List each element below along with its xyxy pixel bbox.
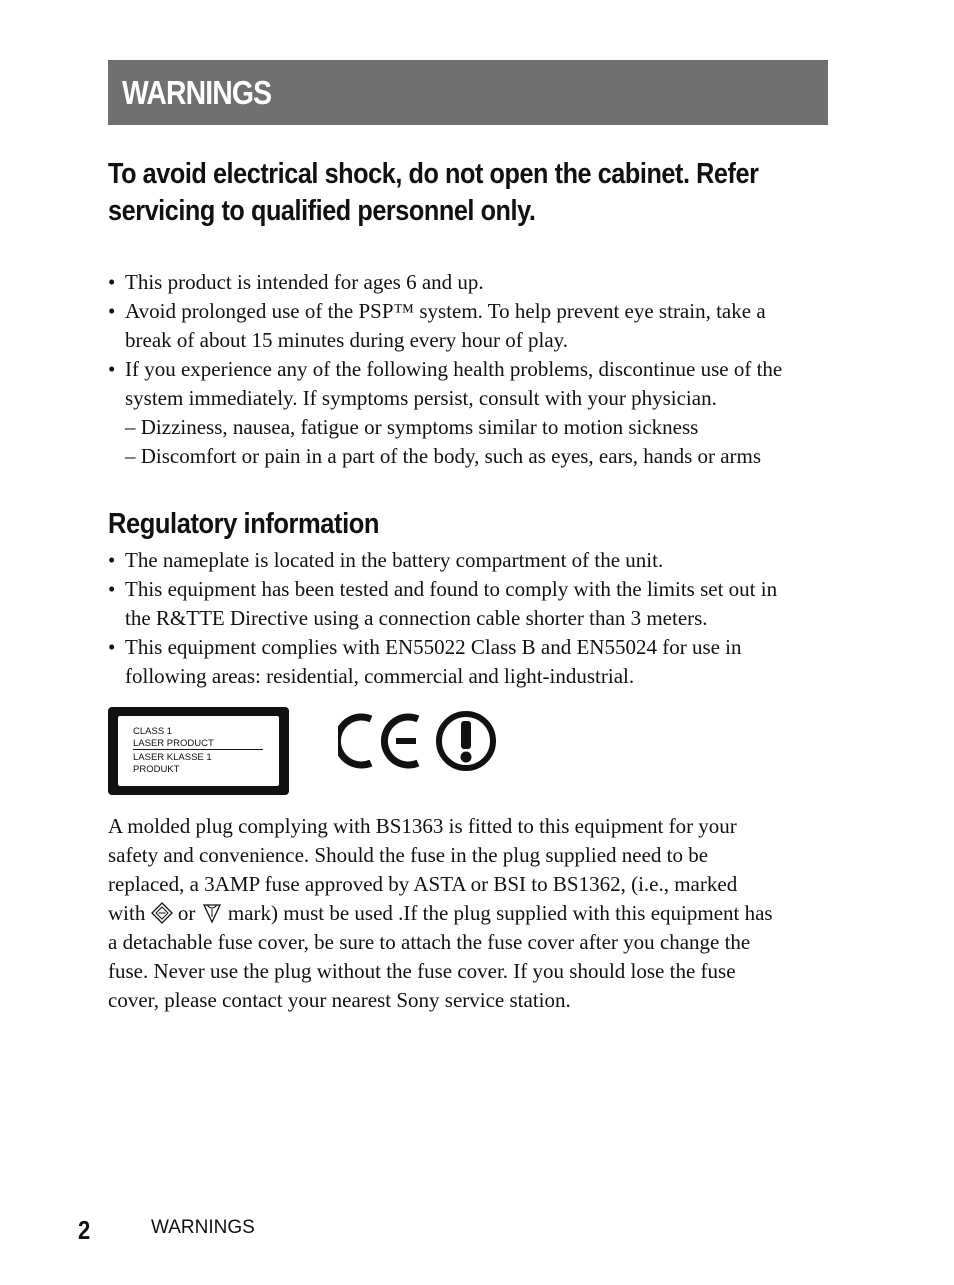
bsi-kitemark-icon <box>201 902 223 924</box>
ce-mark-icon <box>338 710 424 772</box>
symptom-item: – Dizziness, nausea, fatigue or symptoms similar to motion sickness <box>125 415 699 439</box>
paragraph-line: fuse. Never use the plug without the fuse cover. If you should lose the fuse <box>108 959 736 983</box>
alert-class2-icon <box>435 710 497 772</box>
section-banner <box>108 60 828 125</box>
regulatory-heading: Regulatory information <box>108 508 380 540</box>
headline-line: servicing to qualified personnel only. <box>108 195 536 227</box>
list-item: • This equipment complies with EN55022 Class B and EN55024 for use in following areas: residential, commercial and light-industrial. <box>108 633 833 691</box>
paragraph-fragment: or <box>177 901 196 925</box>
list-item: • This product is intended for ages 6 and up. <box>108 268 833 297</box>
laser-label-line: LASER PRODUCT <box>133 738 263 751</box>
paragraph-line: a detachable fuse cover, be sure to attach the fuse cover after you change the <box>108 930 751 954</box>
warnings-list <box>108 268 833 471</box>
list-item-text: system immediately. If symptoms persist, consult with your physician. <box>125 386 717 410</box>
paragraph-line <box>108 899 833 928</box>
list-item: • If you experience any of the following health problems, discontinue use of the system immediately. If symptoms persist, consult with your physician. – Dizziness, nausea, fatigue or symptoms similar to motion sickness – Discomfort or pain in a part of the body, such as eyes, ears, hands or arms <box>108 355 833 471</box>
paragraph-fragment: mark) must be used .If the plug supplied with this equipment has <box>227 901 773 925</box>
list-item-text: If you experience any of the following health problems, discontinue use of the <box>125 357 783 381</box>
list-item-text: This equipment has been tested and found to comply with the limits set out in <box>125 577 778 601</box>
list-item: • The nameplate is located in the battery compartment of the unit. <box>108 546 833 575</box>
list-item: • Avoid prolonged use of the PSP™ system. To help prevent eye strain, take a break of about 15 minutes during every hour of play. <box>108 297 833 355</box>
page-number: 2 <box>78 1215 91 1245</box>
list-item-text: break of about 15 minutes during every hour of play. <box>125 328 569 352</box>
list-item-text: The nameplate is located in the battery compartment of the unit. <box>125 548 664 572</box>
footer-section-label: WARNINGS <box>151 1217 255 1238</box>
list-item-text: Avoid prolonged use of the PSP™ system. To help prevent eye strain, take a <box>125 299 766 323</box>
laser-class-label <box>108 707 289 795</box>
laser-label-line: PRODUKT <box>133 763 180 775</box>
laser-label-line: LASER KLASSE 1 <box>133 752 212 763</box>
paragraph-line: cover, please contact your nearest Sony service station. <box>108 988 571 1012</box>
banner-title: WARNINGS <box>122 73 272 111</box>
headline-line: To avoid electrical shock, do not open the cabinet. Refer <box>108 158 759 190</box>
shock-warning-headline <box>108 156 830 230</box>
paragraph-line: A molded plug complying with BS1363 is fitted to this equipment for your <box>108 814 737 838</box>
asta-mark-icon <box>151 902 173 924</box>
paragraph-line: replaced, a 3AMP fuse approved by ASTA or BSI to BS1362, (i.e., marked <box>108 872 738 896</box>
list-item-text: the R&TTE Directive using a connection cable shorter than 3 meters. <box>125 606 708 630</box>
paragraph-fragment: with <box>108 901 146 925</box>
list-item-text: This product is intended for ages 6 and up. <box>125 270 484 294</box>
plug-fuse-paragraph <box>108 812 833 1015</box>
laser-label-line: CLASS 1 <box>133 726 173 737</box>
list-item-text: This equipment complies with EN55022 Class B and EN55024 for use in <box>125 635 742 659</box>
paragraph-line: safety and convenience. Should the fuse in the plug supplied need to be <box>108 843 709 867</box>
list-item-text: following areas: residential, commercial and light-industrial. <box>125 664 635 688</box>
symptom-item: – Discomfort or pain in a part of the body, such as eyes, ears, hands or arms <box>125 444 762 468</box>
regulatory-list <box>108 546 833 691</box>
list-item: • This equipment has been tested and found to comply with the limits set out in the R&TTE Directive using a connection cable shorter than 3 meters. <box>108 575 833 633</box>
